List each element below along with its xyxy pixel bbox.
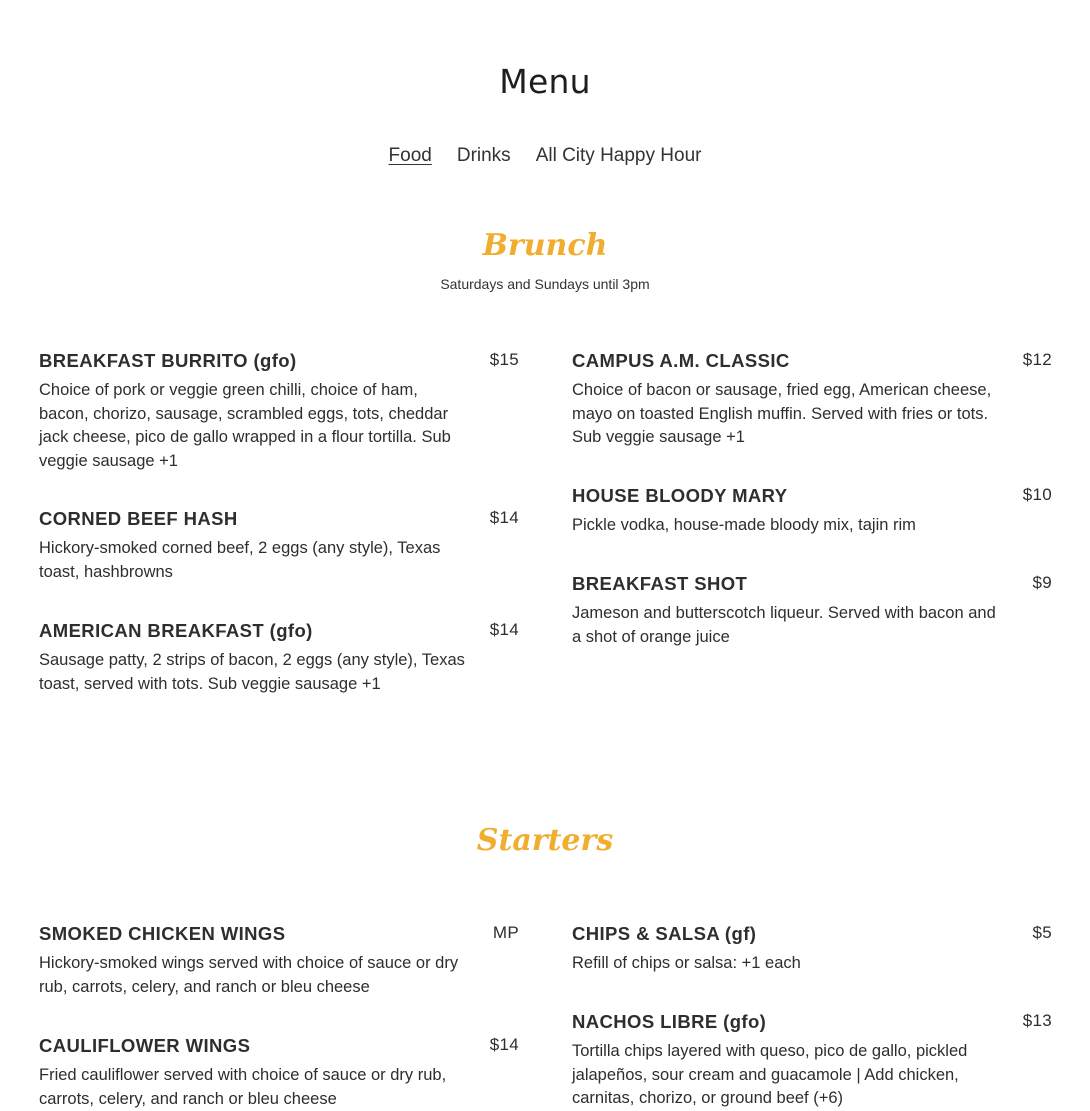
page-title: Menu — [499, 62, 591, 101]
tab-drinks[interactable]: Drinks — [456, 145, 511, 166]
menu-item-name: HOUSE BLOODY MARY — [572, 485, 788, 506]
section-title-starters: Starters — [476, 823, 614, 858]
menu-item-name: CHIPS & SALSA (gf) — [572, 923, 757, 944]
tab-food[interactable]: Food — [388, 145, 432, 166]
tab-all-city-happy-hour[interactable]: All City Happy Hour — [535, 145, 702, 166]
menu-item-name: AMERICAN BREAKFAST (gfo) — [39, 620, 313, 641]
menu-item-description: Choice of pork or veggie green chilli, choice of ham, bacon, chorizo, sausage, scrambled eggs, tots, cheddar jack cheese, pico de gallo wrapped in a flour tortilla. Sub veggie sausage +1 — [39, 381, 451, 470]
menu-item-description: Sausage patty, 2 strips of bacon, 2 eggs (any style), Texas toast, served with tots. Sub veggie sausage +1 — [39, 651, 465, 693]
section-subtitle-brunch: Saturdays and Sundays until 3pm — [440, 276, 650, 292]
menu-item-description: Hickory-smoked wings served with choice of sauce or dry rub, carrots, celery, and ranch or bleu cheese — [39, 954, 459, 996]
menu-item-name: BREAKFAST SHOT — [572, 573, 748, 594]
menu-item-name: BREAKFAST BURRITO (gfo) — [39, 350, 297, 371]
menu-item-price: $14 — [489, 508, 519, 527]
menu-item-price: MP — [492, 923, 519, 942]
menu-item-description: Hickory-smoked corned beef, 2 eggs (any style), Texas toast, hashbrowns — [39, 539, 441, 581]
menu-item-price: $14 — [489, 620, 519, 639]
menu-item-name: CAULIFLOWER WINGS — [39, 1035, 251, 1056]
menu-item-description: Choice of bacon or sausage, fried egg, American cheese, mayo on toasted English muffin. Served with fries or tots. Sub veggie sausage +1 — [572, 381, 992, 446]
section-title-brunch: Brunch — [482, 228, 608, 263]
menu-item-name: SMOKED CHICKEN WINGS — [39, 923, 286, 944]
menu-item-price: $15 — [489, 350, 519, 369]
menu-tabs — [0, 145, 1090, 167]
menu-item-description: Tortilla chips layered with queso, pico de gallo, pickled jalapeños, sour cream and guacamole | Add chicken, carnitas, chorizo, or ground beef (+6) — [572, 1042, 968, 1107]
menu-item-description: Fried cauliflower served with choice of sauce or dry rub, carrots, celery, and ranch or bleu cheese — [39, 1066, 447, 1108]
menu-item-price: $12 — [1022, 350, 1052, 369]
menu-item-name: CAMPUS A.M. CLASSIC — [572, 350, 790, 371]
menu-item-name: NACHOS LIBRE (gfo) — [572, 1011, 767, 1032]
menu-item-name: CORNED BEEF HASH — [39, 508, 238, 529]
menu-item-price: $13 — [1022, 1011, 1052, 1030]
menu-item-price: $9 — [1032, 573, 1052, 592]
menu-item-description: Jameson and butterscotch liqueur. Served with bacon and a shot of orange juice — [572, 604, 996, 646]
menu-item-description: Refill of chips or salsa: +1 each — [572, 954, 801, 972]
menu-item-price: $5 — [1032, 923, 1052, 942]
menu-item-price: $10 — [1022, 485, 1052, 504]
menu-item-description: Pickle vodka, house-made bloody mix, tajin rim — [572, 516, 916, 534]
menu-item-price: $14 — [489, 1035, 519, 1054]
